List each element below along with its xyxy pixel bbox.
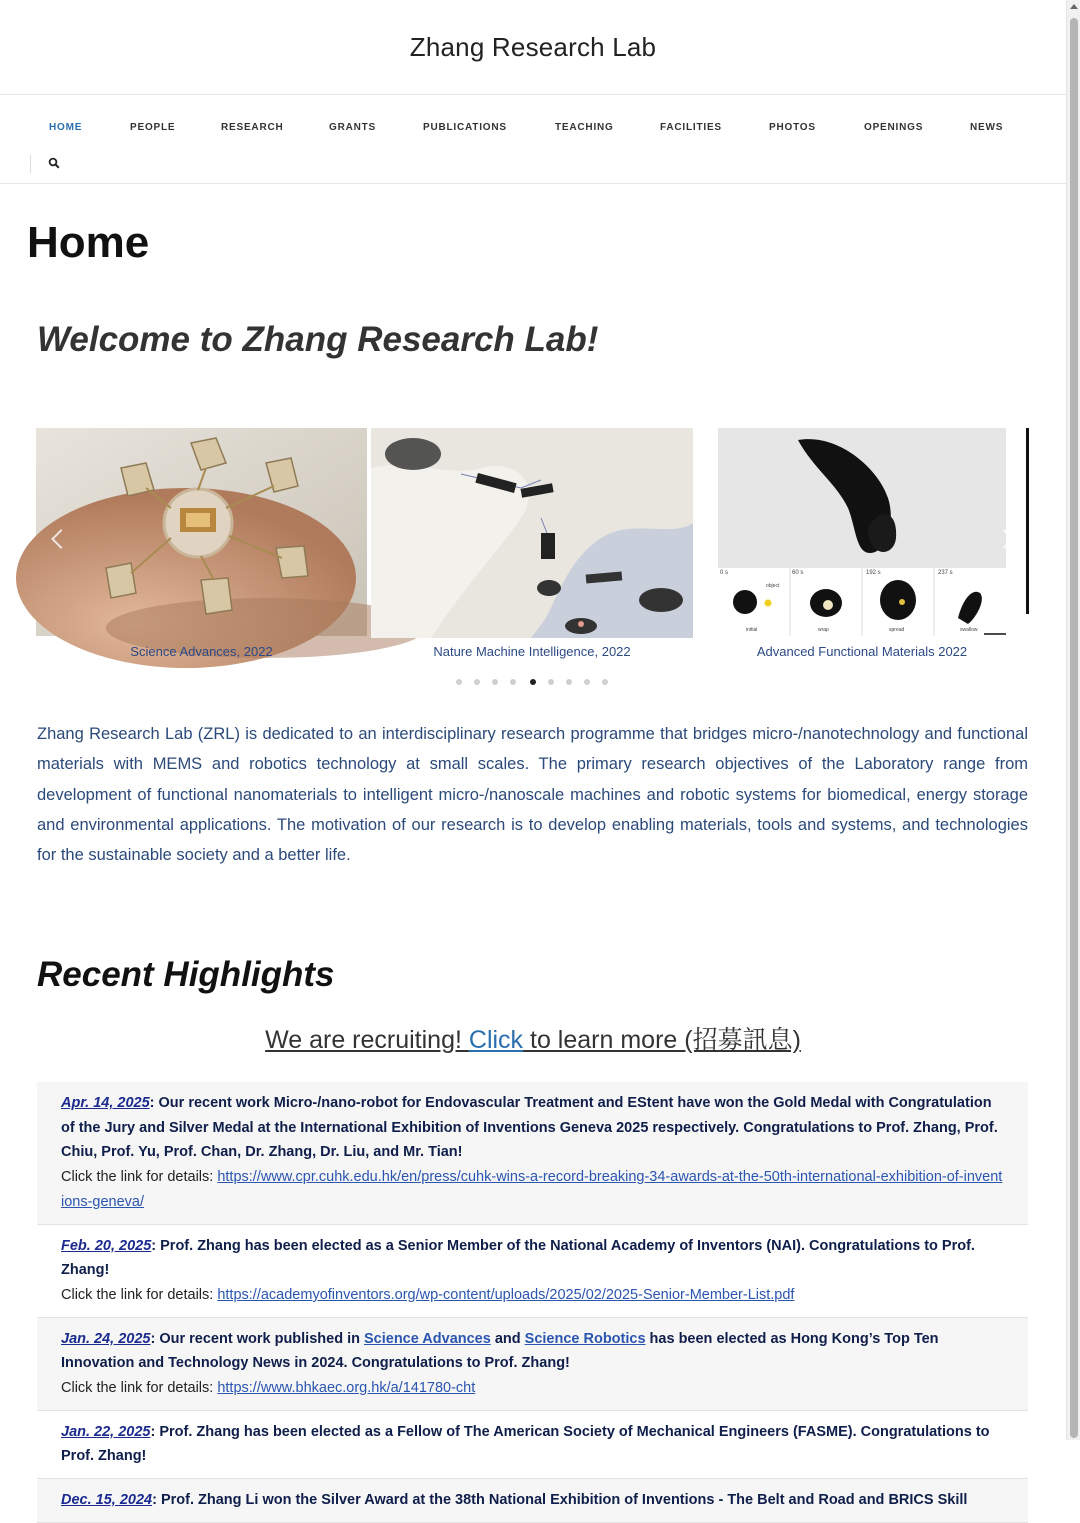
news-item (37, 1225, 1028, 1318)
object-label: object (766, 583, 780, 589)
science-robotics-link[interactable]: Science Robotics (524, 1330, 646, 1347)
news-item (37, 1411, 1028, 1479)
frame-label: 0 s (720, 570, 729, 576)
carousel-dot[interactable] (602, 679, 608, 685)
frame-label: 60 s (792, 570, 804, 576)
news-date-link[interactable]: Apr. 14, 2025 (61, 1095, 150, 1111)
frame-label: 237 s (938, 570, 953, 576)
recruit-click-link[interactable]: Click (468, 1026, 524, 1054)
news-date-link[interactable]: Feb. 20, 2025 (61, 1237, 152, 1254)
highlights-heading: Recent Highlights (37, 955, 335, 994)
carousel-slide-partial (1026, 428, 1029, 614)
news-date-link[interactable]: Jan. 24, 2025 (61, 1330, 151, 1347)
detail-link[interactable]: https://academyofinventors.org/wp-content/uploads/2025/02/2025-Senior-Member-List.pdf (217, 1286, 795, 1303)
stage-label: swallow (960, 627, 978, 633)
detail-label: Click the link for details: (61, 1380, 218, 1397)
main-nav (0, 95, 1066, 184)
news-list (37, 1082, 1028, 1523)
recruiting-banner (0, 1020, 1066, 1056)
nav-item-facilities[interactable]: FACILITIES (660, 122, 722, 133)
nav-item-news[interactable]: NEWS (970, 122, 1004, 133)
image-carousel (36, 428, 1029, 690)
slide-caption[interactable]: Nature Machine Intelligence, 2022 (433, 644, 631, 659)
slide-image-soft-gripper[interactable] (718, 428, 1006, 636)
news-text: : Our recent work published in (150, 1330, 364, 1347)
carousel-dot[interactable] (510, 679, 516, 685)
detail-label: Click the link for details: (61, 1169, 218, 1186)
news-text: : Our recent work Micro-/nano-robot for Endovascular Treatment and EStent have won the Gold Medal with Congratulation of the Jury and Silver Medal at the International Exhibition of Inventions Geneva 2025 respectively. Congratulations to Prof. Zhang, Prof. Chiu, Prof. Yu, Prof. Chan, Dr. Zhang, Dr. Liu, and Mr. Tian! (61, 1095, 998, 1161)
news-text: : Prof. Zhang has been elected as a Senior Member of the National Academy of Inventors (NAI). Congratulations to Prof. Zhang! (61, 1237, 975, 1279)
news-item (37, 1318, 1028, 1411)
news-item (37, 1479, 1028, 1523)
carousel-dot[interactable] (566, 679, 572, 685)
nav-search[interactable] (30, 155, 66, 173)
news-date-link[interactable]: Jan. 22, 2025 (61, 1423, 151, 1440)
slide-image-robot-on-finger[interactable] (36, 428, 367, 636)
news-text: : Prof. Zhang has been elected as a Fellow of The American Society of Mechanical Engineers (FASME). Congratulations to Prof. Zhang! (61, 1423, 990, 1465)
nav-item-teaching[interactable]: TEACHING (555, 122, 614, 133)
intro-paragraph: Zhang Research Lab (ZRL) is dedicated to an interdisciplinary research programme that bridges micro-/nanotechnology and functional materials with MEMS and robotics technology at small scales. The primary research objectives of the Laboratory range from development of functional nanomaterials to intelligent micro-/nanoscale machines and robotic systems for biomedical, energy storage and environmental applications. The motivation of our research is to develop enabling materials, tools and systems, and technologies for the sustainable society and a better life. (37, 725, 1028, 865)
carousel-dot[interactable] (492, 679, 498, 685)
news-text: : Prof. Zhang Li won the Silver Award at the 38th National Exhibition of Inventions - The Belt and Road and BRICS Skill (152, 1492, 968, 1509)
recruit-text: We are recruiting! (265, 1026, 469, 1054)
carousel-dot-active[interactable] (530, 679, 536, 685)
carousel-dot[interactable] (548, 679, 554, 685)
nav-item-openings[interactable]: OPENINGS (864, 122, 924, 133)
slide-image-magnetic-swarm[interactable] (371, 428, 693, 638)
nav-list (0, 122, 1066, 136)
search-icon[interactable] (48, 157, 60, 169)
science-advances-link[interactable]: Science Advances (364, 1330, 491, 1347)
carousel-dot[interactable] (456, 679, 462, 685)
nav-item-research[interactable]: RESEARCH (221, 122, 284, 133)
site-title[interactable]: Zhang Research Lab (409, 31, 657, 62)
frame-label: 192 s (866, 570, 881, 576)
scroll-thumb[interactable] (1070, 18, 1078, 1438)
site-header (0, 0, 1066, 95)
nav-item-home[interactable]: HOME (49, 122, 83, 133)
carousel-dot[interactable] (584, 679, 590, 685)
slide-caption[interactable]: Advanced Functional Materials 2022 (756, 644, 968, 659)
nav-item-people[interactable]: PEOPLE (130, 122, 176, 133)
detail-link[interactable]: https://www.cpr.cuhk.edu.hk/en/press/cuhk-wins-a-record-breaking-34-awards-at-the-50th-international-exhibition-of-inventions-geneva/ (61, 1169, 1003, 1210)
vertical-scrollbar[interactable] (1066, 0, 1080, 1440)
news-date-link[interactable]: Dec. 15, 2024 (61, 1492, 153, 1509)
page-title: Home (27, 218, 150, 267)
recruit-text-after[interactable]: to learn more (招募訊息) (523, 1026, 801, 1054)
stage-label: spread (889, 627, 905, 633)
stage-label: initial (746, 627, 758, 633)
news-text: and (490, 1330, 525, 1347)
nav-item-photos[interactable]: PHOTOS (769, 122, 816, 133)
stage-label: wrap (818, 627, 829, 633)
slide-caption[interactable]: Science Advances, 2022 (130, 644, 273, 659)
nav-item-publications[interactable]: PUBLICATIONS (423, 122, 507, 133)
news-item (37, 1082, 1028, 1225)
detail-link[interactable]: https://www.bhkaec.org.hk/a/141780-cht (217, 1380, 476, 1397)
welcome-heading: Welcome to Zhang Research Lab! (37, 320, 599, 359)
carousel-dot[interactable] (474, 679, 480, 685)
detail-label: Click the link for details: (61, 1286, 218, 1303)
nav-item-grants[interactable]: GRANTS (329, 122, 377, 133)
news-text: has been elected as Hong Kong’s Top Ten Innovation and Technology News in 2024. Congratulations to Prof. Zhang! (61, 1330, 939, 1372)
scroll-up-arrow[interactable] (1070, 4, 1078, 9)
